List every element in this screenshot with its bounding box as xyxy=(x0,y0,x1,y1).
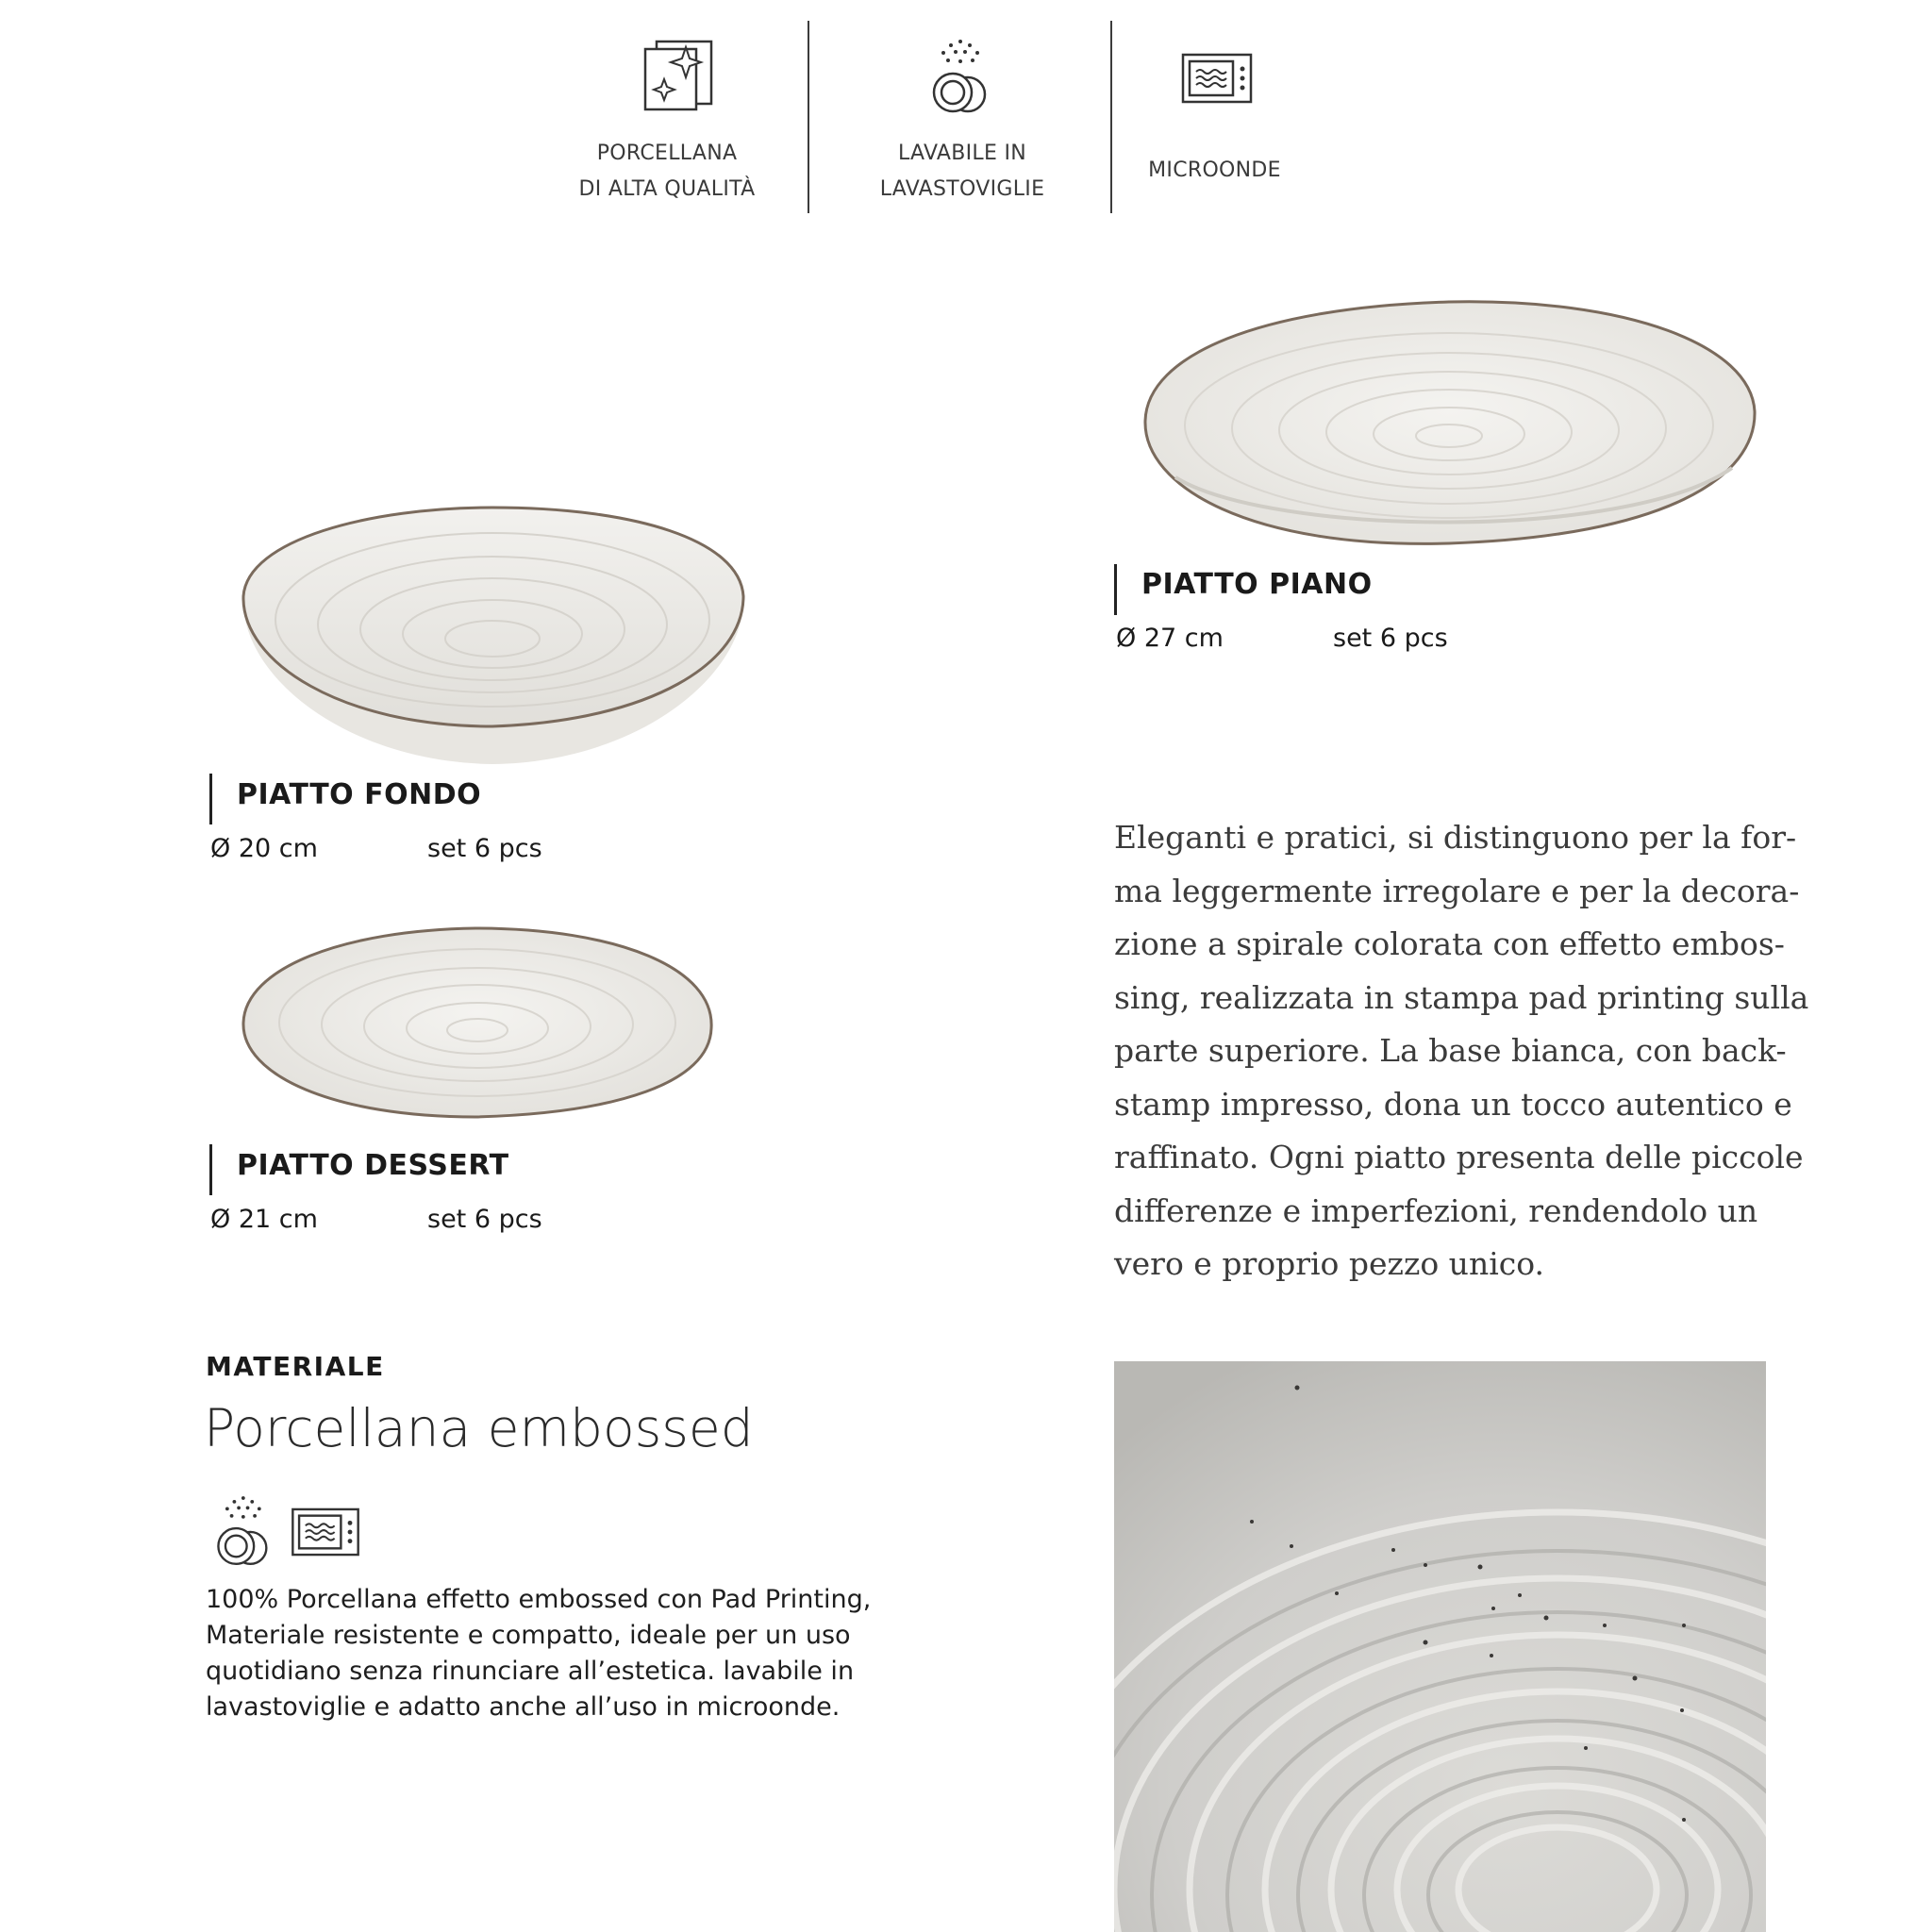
plate-dessert-image xyxy=(240,924,717,1124)
product-diameter: Ø 20 cm xyxy=(210,834,318,863)
material-heading: MATERIALE xyxy=(206,1351,385,1382)
feature-divider xyxy=(1110,21,1112,213)
product-name: PIATTO DESSERT xyxy=(237,1149,509,1182)
product-set: set 6 pcs xyxy=(427,1205,542,1234)
plate-piano-image xyxy=(1138,289,1760,558)
product-accent-bar xyxy=(1114,564,1117,615)
description-line: zione a spirale colorata con effetto embos- xyxy=(1114,925,1785,962)
microwave-icon xyxy=(1181,53,1253,104)
dishwasher-icon xyxy=(924,36,991,115)
description-line: sing, realizzata in stampa pad printing sulla xyxy=(1114,978,1809,1016)
product-diameter: Ø 27 cm xyxy=(1116,624,1224,653)
material-line: quotidiano senza rinunciare all’estetica. lavabile in xyxy=(206,1657,855,1686)
dishwasher-icon xyxy=(209,1492,272,1568)
feature-divider xyxy=(808,21,809,213)
sparkle-porcelain-icon xyxy=(643,38,713,113)
texture-closeup-image xyxy=(1114,1361,1766,1932)
product-accent-bar xyxy=(209,1144,212,1195)
description-line: raffinato. Ogni piatto presenta delle piccole xyxy=(1114,1139,1804,1175)
plate-fondo-image xyxy=(238,502,747,768)
microwave-icon xyxy=(291,1507,360,1557)
product-description xyxy=(1114,811,1809,1291)
material-description xyxy=(206,1582,923,1725)
feature-label-dishwasher: LAVABILE IN LAVASTOVIGLIE xyxy=(879,142,1045,201)
product-name: PIATTO FONDO xyxy=(237,778,482,811)
feature-label-microwave: MICROONDE xyxy=(1148,158,1281,182)
description-line: differenze e imperfezioni, rendendolo un xyxy=(1114,1191,1758,1229)
product-set: set 6 pcs xyxy=(1333,624,1448,653)
material-line: 100% Porcellana effetto embossed con Pad Printing, xyxy=(206,1585,872,1614)
feature-label-porcelain: PORCELLANA DI ALTA QUALITÀ xyxy=(578,142,756,201)
material-name: Porcellana embossed xyxy=(204,1398,754,1458)
product-name: PIATTO PIANO xyxy=(1141,568,1373,601)
material-line: Materiale resistente e compatto, ideale per un uso xyxy=(206,1621,851,1650)
description-line: vero e proprio pezzo unico. xyxy=(1114,1245,1545,1282)
description-line: parte superiore. La base bianca, con back- xyxy=(1114,1032,1787,1069)
description-line: stamp impresso, dona un tocco autentico e xyxy=(1114,1085,1792,1123)
description-line: ma leggermente irregolare e per la decora- xyxy=(1114,872,1800,909)
product-set: set 6 pcs xyxy=(427,834,542,863)
material-line: lavastoviglie e adatto anche all’uso in microonde. xyxy=(206,1692,841,1722)
description-line: Eleganti e pratici, si distinguono per la for- xyxy=(1114,819,1797,856)
product-diameter: Ø 21 cm xyxy=(210,1205,318,1234)
product-accent-bar xyxy=(209,774,212,824)
